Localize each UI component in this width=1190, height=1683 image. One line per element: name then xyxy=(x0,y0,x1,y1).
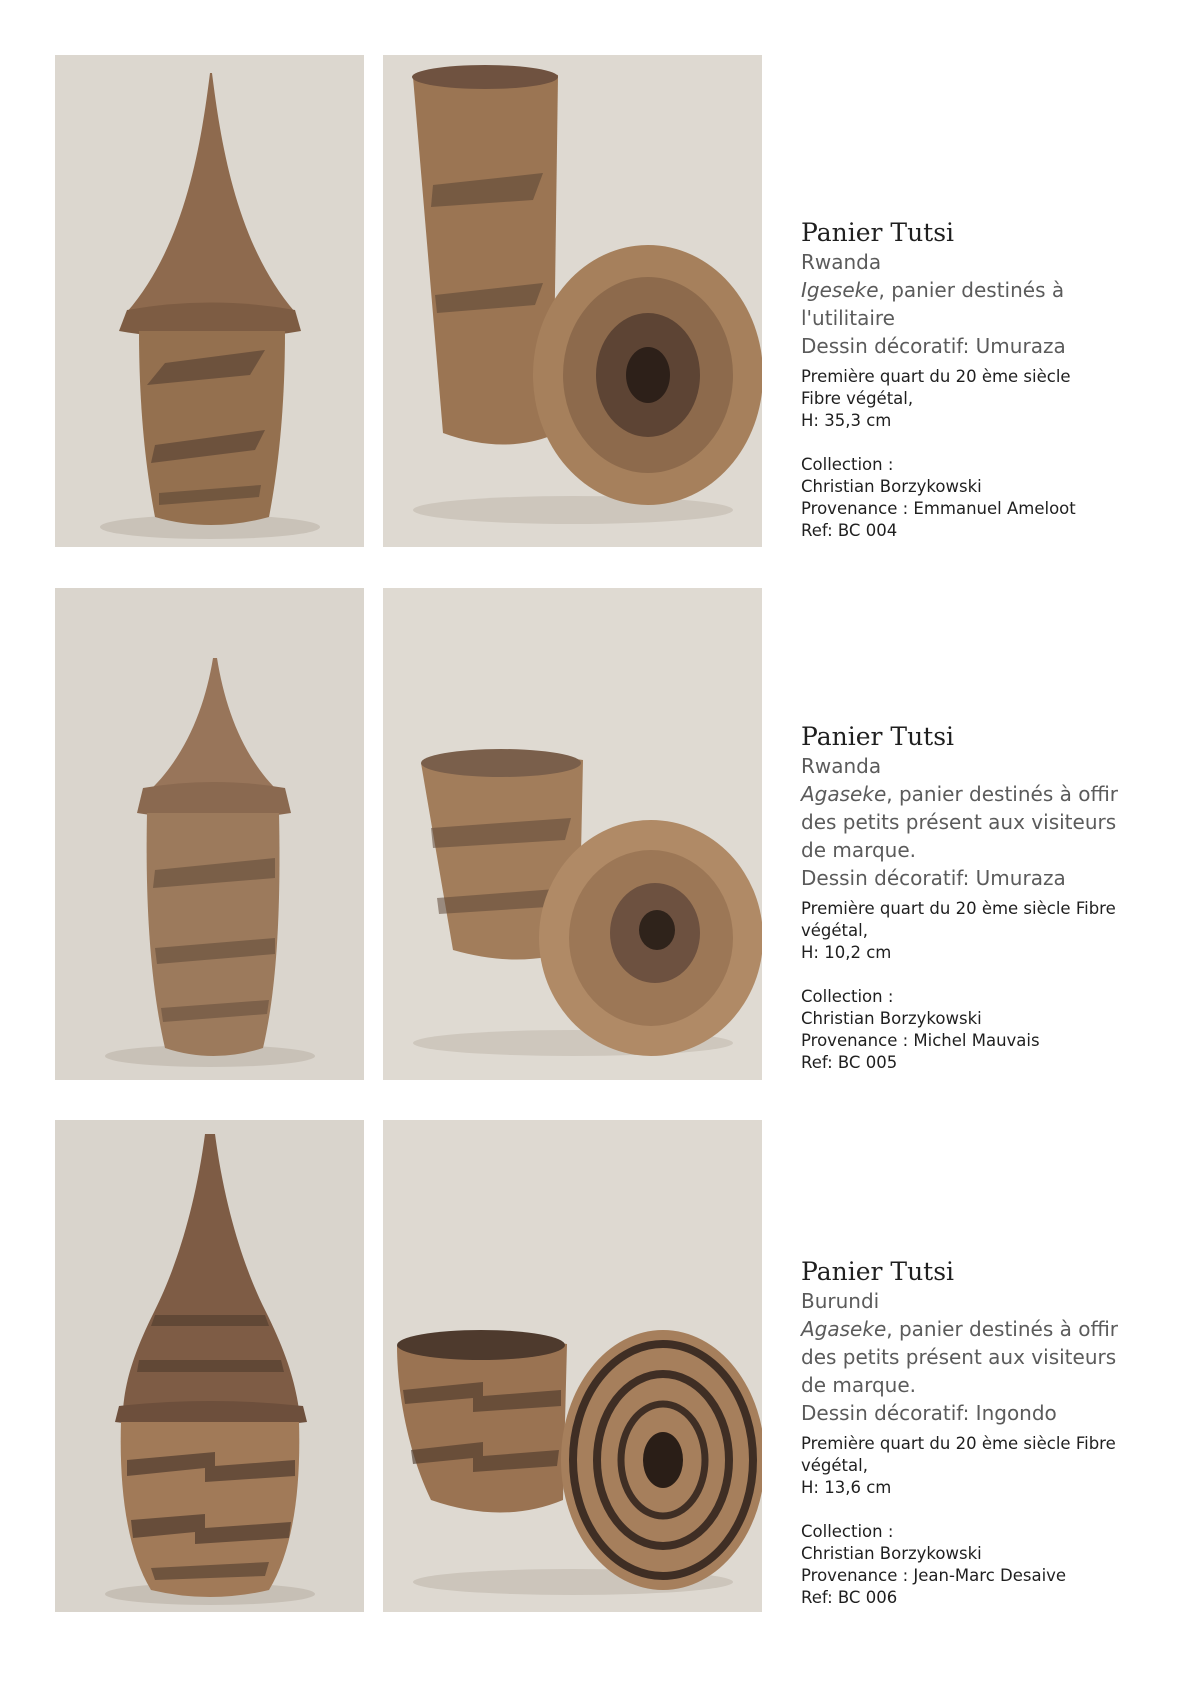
entry-provenance: Provenance : Emmanuel Ameloot xyxy=(801,499,1076,518)
photo-basket-open-bc005 xyxy=(383,588,762,1080)
entry-height: H: 13,6 cm xyxy=(801,1478,892,1497)
basket-type-name: Agaseke xyxy=(801,782,887,806)
entry-material: végétal, xyxy=(801,1456,868,1475)
entry-title: Panier Tutsi xyxy=(801,218,955,247)
entry-material: Fibre végétal, xyxy=(801,389,914,408)
entry-period: Première quart du 20 ème siècle xyxy=(801,367,1071,386)
photo-basket-closed-bc005 xyxy=(55,588,364,1080)
collection-label: Collection : xyxy=(801,987,894,1006)
photo-basket-open-bc006 xyxy=(383,1120,762,1612)
entry-caption xyxy=(801,722,1161,1074)
entry-period: Première quart du 20 ème siècle Fibre xyxy=(801,899,1116,918)
entry-country: Rwanda xyxy=(801,754,882,778)
entry-description xyxy=(801,780,1161,808)
basket-type-name: Igeseke xyxy=(801,278,879,302)
entry-description xyxy=(801,1315,1161,1343)
entry-material: végétal, xyxy=(801,921,868,940)
collector-name: Christian Borzykowski xyxy=(801,1009,982,1028)
entry-design: Dessin décoratif: Umuraza xyxy=(801,866,1066,890)
description-line: , panier destinés à offir xyxy=(886,1317,1119,1341)
entry-design: Dessin décoratif: Ingondo xyxy=(801,1401,1057,1425)
entry-height: H: 35,3 cm xyxy=(801,411,892,430)
photo-basket-closed-bc006 xyxy=(55,1120,364,1612)
entry-period: Première quart du 20 ème siècle Fibre xyxy=(801,1434,1116,1453)
entry-caption xyxy=(801,1257,1161,1609)
entry-details xyxy=(801,898,1161,1074)
description-line: des petits présent aux visiteurs xyxy=(801,810,1117,834)
entry-details xyxy=(801,366,1161,542)
photo-basket-open-bc004 xyxy=(383,55,762,547)
collector-name: Christian Borzykowski xyxy=(801,1544,982,1563)
collection-label: Collection : xyxy=(801,455,894,474)
entry-provenance: Provenance : Jean-Marc Desaive xyxy=(801,1566,1067,1585)
photo-basket-closed-bc004 xyxy=(55,55,364,547)
entry-provenance: Provenance : Michel Mauvais xyxy=(801,1031,1040,1050)
collection-label: Collection : xyxy=(801,1522,894,1541)
entry-design: Dessin décoratif: Umuraza xyxy=(801,334,1066,358)
description-line: , panier destinés à offir xyxy=(886,782,1119,806)
description-line: , panier destinés à xyxy=(878,278,1065,302)
entry-ref: Ref: BC 005 xyxy=(801,1053,898,1072)
entry-country: Rwanda xyxy=(801,250,882,274)
entry-description xyxy=(801,276,1161,304)
entry-country: Burundi xyxy=(801,1289,880,1313)
entry-ref: Ref: BC 004 xyxy=(801,521,898,540)
entry-title: Panier Tutsi xyxy=(801,1257,955,1286)
description-line: de marque. xyxy=(801,1373,916,1397)
entry-caption xyxy=(801,218,1161,542)
description-line: de marque. xyxy=(801,838,916,862)
entry-ref: Ref: BC 006 xyxy=(801,1588,898,1607)
description-line: des petits présent aux visiteurs xyxy=(801,1345,1117,1369)
entry-title: Panier Tutsi xyxy=(801,722,955,751)
collector-name: Christian Borzykowski xyxy=(801,477,982,496)
entry-height: H: 10,2 cm xyxy=(801,943,892,962)
basket-type-name: Agaseke xyxy=(801,1317,887,1341)
entry-details xyxy=(801,1433,1161,1609)
description-line: l'utilitaire xyxy=(801,306,895,330)
